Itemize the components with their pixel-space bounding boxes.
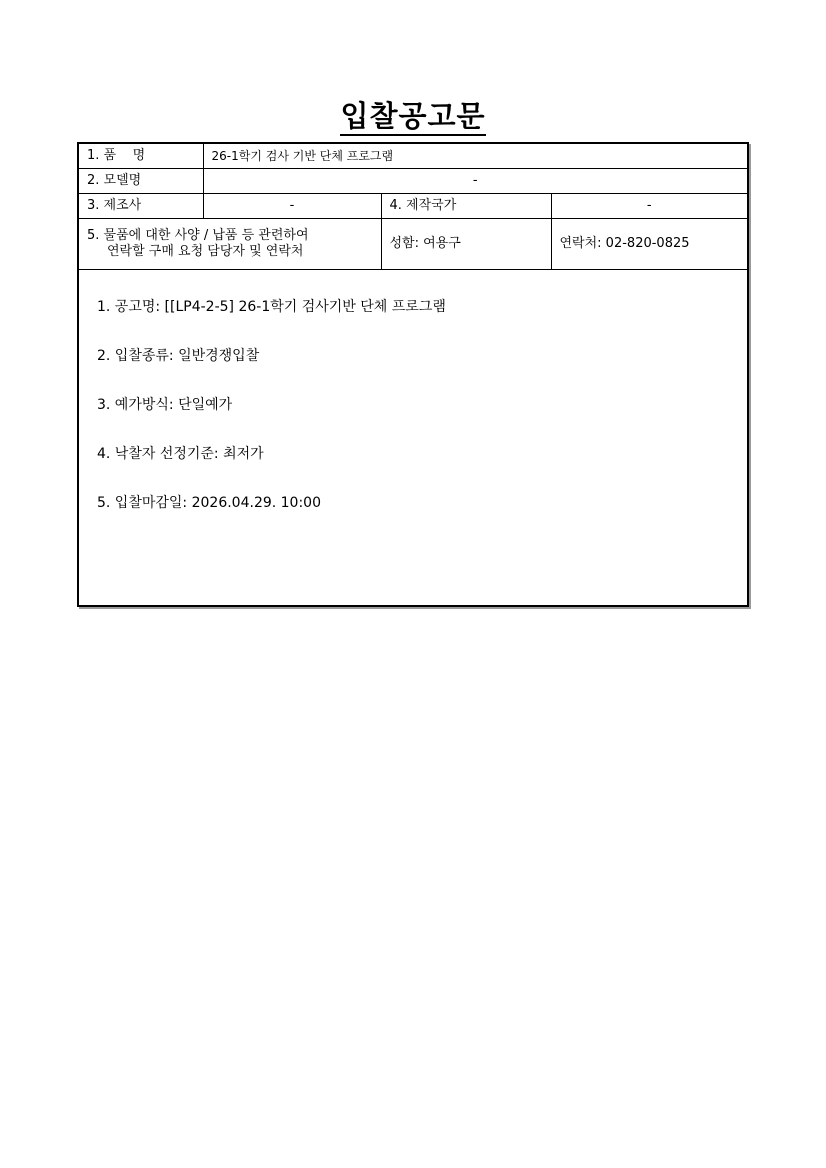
contact-name: 성함: 여용구 (381, 219, 551, 270)
detail-bid-deadline: 5. 입찰마감일: 2026.04.29. 10:00 (97, 495, 321, 511)
contact-row (79, 219, 747, 270)
model-name-value: - (203, 169, 747, 194)
model-name-row (79, 169, 747, 194)
document-title-text: 입찰공고문 (340, 99, 485, 136)
model-name-label: 2. 모델명 (79, 169, 203, 194)
detail-price-method: 3. 예가방식: 단일예가 (97, 397, 233, 413)
contact-phone: 연락처: 02-820-0825 (551, 219, 747, 270)
manufacturer-value: - (203, 194, 381, 219)
detail-bid-type: 2. 입찰종류: 일반경쟁입찰 (97, 348, 260, 364)
notice-details (97, 297, 446, 542)
item-name-value: 26-1학기 검사 기반 단체 프로그램 (203, 144, 747, 169)
detail-notice-name: 1. 공고명: [[LP4-2-5] 26-1학기 검사기반 단체 프로그램 (97, 299, 446, 315)
country-label: 4. 제작국가 (381, 194, 551, 219)
contact-label-line2: 연락할 구매 요청 담당자 및 연락처 (107, 244, 304, 259)
document-title (0, 94, 826, 135)
info-table (79, 144, 747, 270)
notice-frame (77, 142, 749, 607)
manufacturer-row (79, 194, 747, 219)
contact-label (79, 219, 381, 270)
item-name-label: 1. 품 명 (79, 144, 203, 169)
manufacturer-label: 3. 제조사 (79, 194, 203, 219)
contact-label-line1: 5. 물품에 대한 사양 / 납품 등 관련하여 (87, 228, 309, 243)
country-value: - (551, 194, 747, 219)
detail-award-criteria: 4. 낙찰자 선정기준: 최저가 (97, 446, 264, 462)
item-name-row (79, 144, 747, 169)
